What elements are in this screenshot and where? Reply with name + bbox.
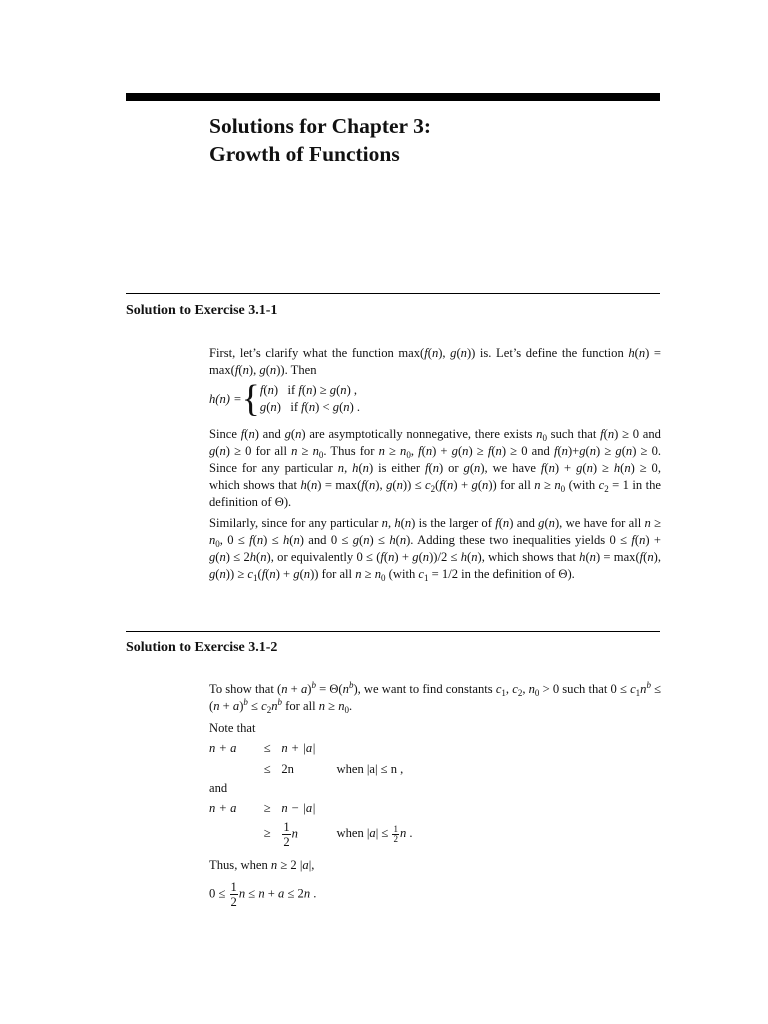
s1-paragraph-1: First, let’s clarify what the function max(f(n), g(n)) is. Let’s define the function h(n) = max(f(n), g(n)). Then xyxy=(209,346,661,377)
small-half-fraction: $\frac{1}{2}$ xyxy=(393,824,398,844)
chapter-title-line2: Growth of Functions xyxy=(209,142,400,166)
s2-ineq1-r2-cond: when |a| ≤ n , xyxy=(336,762,404,776)
frac-den: 2 xyxy=(283,835,290,849)
s2-ineq1-row1 xyxy=(209,740,316,756)
final-frac-den: 2 xyxy=(230,895,237,909)
section-rule-1 xyxy=(126,293,660,294)
s1-paragraph-3: Similarly, since for any particular n, h(n) is the larger of f(n) and g(n), we have for all $n \ge n_0$, 0 ≤ f(n) ≤ h(n) and 0 ≤ g(n) ≤ h(n). Adding these two inequalities yields 0 ≤ f(n) + g(n) ≤ 2h(n), or equivalently 0 ≤ (f(n) + g(n))/2 ≤ h(n), which shows that h(n) = max(f(n), $g(n)) \ge c_1(f(n) + g(n))$ for all $n \ge n_0$ (with $c_1 = 1/2$ in the definition of Θ). xyxy=(209,516,662,583)
s2-paragraph-1: To show that $(n + a)^b = \Theta(n^b)$, we want to find constants $c_1$, $c_2$, $n_0 > 0$ such that $0 \le c_1n^b \le (n + a)^b \le c_2n^b$ for all $n \ge n_0$. xyxy=(209,680,662,715)
s2-ineq2-r2-op: ≥ xyxy=(263,826,271,841)
s2-ineq1-r1-rhs: n + |a| xyxy=(281,741,316,755)
frac-tail: n xyxy=(291,826,298,841)
s2-final-prefix: 0 ≤ xyxy=(209,886,226,901)
section-rule-2 xyxy=(126,631,660,632)
s2-ineq1-r1-lhs: n + a xyxy=(209,741,237,755)
s2-ineq2-row2 xyxy=(209,820,413,849)
s2-ineq2-r2-expr xyxy=(281,820,333,849)
frac-num: 1 xyxy=(283,820,290,834)
final-half-fraction xyxy=(230,880,238,909)
s2-ineq1-r2-rhs: 2n xyxy=(281,762,294,776)
half-fraction xyxy=(282,820,290,849)
s2-ineq2-r1-op: ≥ xyxy=(263,801,271,815)
s2-ineq1-r1-op: ≤ xyxy=(263,741,271,755)
s2-ineq1-r2-op: ≤ xyxy=(263,762,271,776)
brace-glyph: { xyxy=(241,378,260,420)
s2-ineq2-row1 xyxy=(209,800,316,816)
s2-note-that: Note that xyxy=(209,721,256,735)
chapter-title xyxy=(209,112,431,168)
section-heading-3-1-2: Solution to Exercise 3.1-2 xyxy=(126,640,278,655)
s2-ineq2-r2-cond: when |a| ≤ $\frac{1}{2}$ n . xyxy=(336,824,413,844)
s2-thus: Thus, when n ≥ 2 |a|, xyxy=(209,858,315,872)
chapter-title-line1: Solutions for Chapter 3: xyxy=(209,114,431,138)
s2-and: and xyxy=(209,781,228,795)
s2-ineq1-row2 xyxy=(209,761,403,777)
chapter-top-rule xyxy=(126,93,660,101)
final-frac-num: 1 xyxy=(230,880,237,894)
s2-final-suffix: n ≤ n + a ≤ 2n . xyxy=(238,886,317,901)
s1-piecewise xyxy=(209,378,361,420)
s1-paragraph-2: Since f(n) and g(n) are asymptotically nonnegative, there exists $n_0$ such that f(n) ≥ 0 and g(n) ≥ 0 for all $n \ge n_0$. Thus for $n \ge n_0$, f(n) + g(n) ≥ f(n) ≥ 0 and f(n)+g(n) ≥ g(n) ≥ 0. Since for any particular n, h(n) is either f(n) or g(n), we have f(n) + g(n) ≥ h(n) ≥ 0, which shows that h(n) = max(f(n), $g(n)) \le c_2(f(n) + g(n))$ for all $n \ge n_0$ (with $c_2 = 1$ in the definition of Θ). xyxy=(209,427,662,509)
section-heading-3-1-1: Solution to Exercise 3.1-1 xyxy=(126,303,278,318)
s2-final-inequality xyxy=(209,880,316,909)
s1-piecewise-case1: f(n) if f(n) ≥ g(n) , xyxy=(259,383,358,397)
s1-piecewise-case2: g(n) if f(n) < g(n) . xyxy=(259,400,361,414)
s1-piecewise-lhs: h(n) = xyxy=(209,392,242,406)
s2-ineq2-r1-lhs: n + a xyxy=(209,801,237,815)
s2-ineq2-r1-rhs: n − |a| xyxy=(281,801,316,815)
